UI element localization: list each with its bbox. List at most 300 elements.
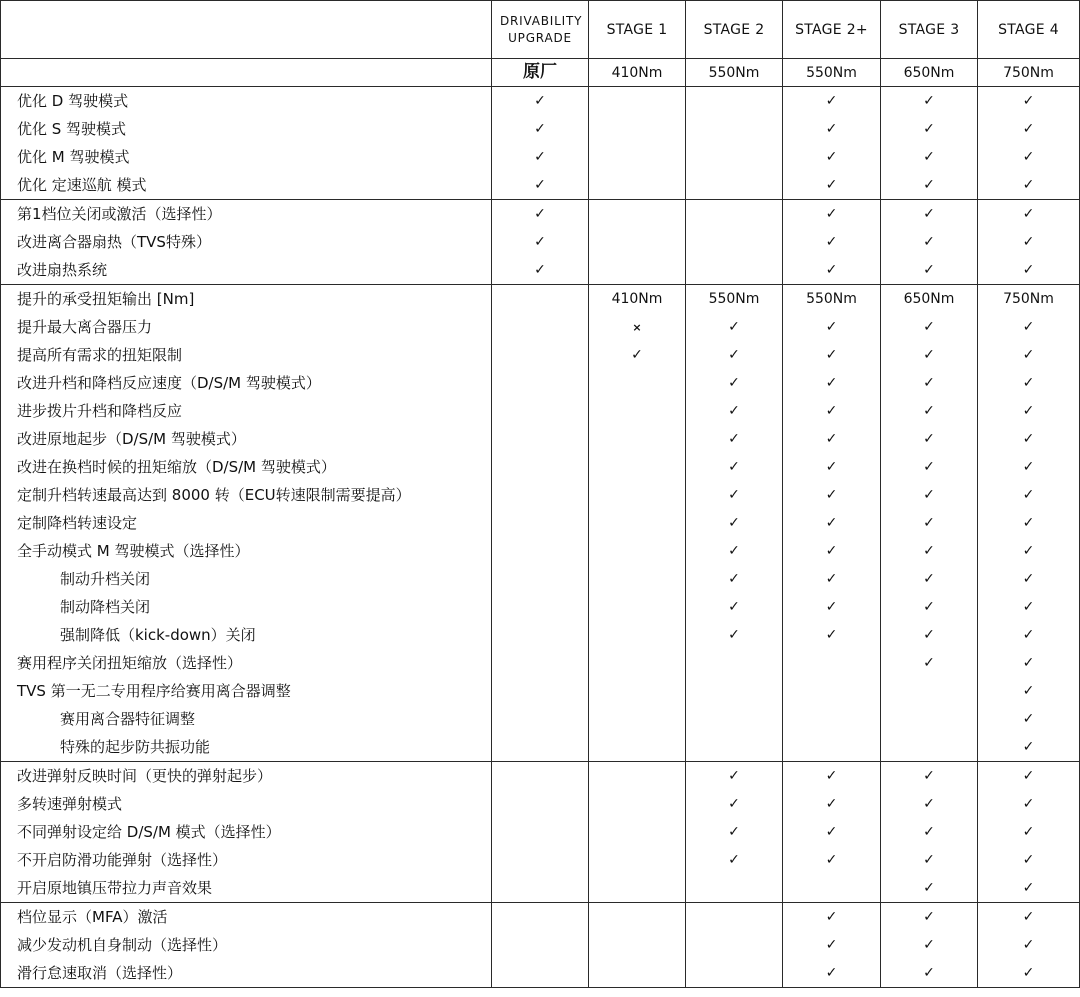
table-row bbox=[1, 481, 1080, 509]
table-cell bbox=[978, 818, 1080, 846]
table-cell bbox=[686, 285, 783, 314]
table-cell bbox=[978, 959, 1080, 988]
table-cell bbox=[978, 171, 1080, 200]
feature-label: 第1档位关闭或激活（选择性） bbox=[1, 200, 492, 229]
table-cell bbox=[589, 705, 686, 733]
table-cell bbox=[978, 285, 1080, 314]
table-cell bbox=[881, 285, 978, 314]
feature-label: 改进扇热系统 bbox=[1, 256, 492, 285]
table-cell bbox=[978, 115, 1080, 143]
table-cell bbox=[783, 341, 881, 369]
table-cell bbox=[881, 228, 978, 256]
check-icon: ✓ bbox=[825, 571, 838, 587]
check-icon: ✓ bbox=[825, 543, 838, 559]
check-icon: ✓ bbox=[728, 431, 740, 447]
table-cell bbox=[978, 846, 1080, 874]
table-cell bbox=[783, 677, 881, 705]
check-icon: ✓ bbox=[534, 206, 546, 222]
table-cell bbox=[492, 171, 589, 200]
header-row bbox=[1, 1, 1080, 59]
table-cell bbox=[686, 677, 783, 705]
torque-value: 550Nm bbox=[806, 291, 857, 307]
table-cell bbox=[978, 228, 1080, 256]
table-row bbox=[1, 285, 1080, 314]
table-cell bbox=[783, 369, 881, 397]
table-cell bbox=[589, 959, 686, 988]
table-cell bbox=[589, 143, 686, 171]
check-icon: ✓ bbox=[534, 262, 546, 278]
check-icon: ✓ bbox=[728, 515, 740, 531]
check-icon: ✓ bbox=[1022, 149, 1035, 165]
table-cell bbox=[881, 565, 978, 593]
check-icon: ✓ bbox=[728, 403, 740, 419]
check-icon: ✓ bbox=[923, 571, 935, 587]
check-icon: ✓ bbox=[923, 768, 935, 784]
table-cell bbox=[783, 733, 881, 762]
table-row bbox=[1, 313, 1080, 341]
table-cell bbox=[589, 285, 686, 314]
check-icon: ✓ bbox=[534, 234, 546, 250]
table-cell bbox=[783, 931, 881, 959]
feature-label: 改进升档和降档反应速度（D/S/M 驾驶模式） bbox=[1, 369, 492, 397]
table-row bbox=[1, 397, 1080, 425]
check-icon: ✓ bbox=[825, 262, 838, 278]
table-cell bbox=[978, 200, 1080, 229]
table-cell bbox=[783, 453, 881, 481]
table-cell bbox=[492, 115, 589, 143]
table-cell bbox=[686, 818, 783, 846]
check-icon: ✓ bbox=[825, 599, 838, 615]
table-row bbox=[1, 649, 1080, 677]
feature-label: 制动降档关闭 bbox=[1, 593, 492, 621]
feature-label: 多转速弹射模式 bbox=[1, 790, 492, 818]
table-row bbox=[1, 256, 1080, 285]
table-cell bbox=[492, 762, 589, 791]
check-icon: ✓ bbox=[923, 824, 935, 840]
check-icon: ✓ bbox=[728, 824, 740, 840]
table-cell bbox=[783, 705, 881, 733]
feature-label: 优化 S 驾驶模式 bbox=[1, 115, 492, 143]
feature-label: 优化 定速巡航 模式 bbox=[1, 171, 492, 200]
table-cell bbox=[686, 959, 783, 988]
table-cell bbox=[978, 733, 1080, 762]
table-row bbox=[1, 846, 1080, 874]
check-icon: ✓ bbox=[1022, 965, 1035, 981]
check-icon: ✓ bbox=[825, 824, 838, 840]
check-icon: ✓ bbox=[728, 599, 740, 615]
torque-row bbox=[1, 59, 1080, 87]
check-icon: ✓ bbox=[923, 347, 935, 363]
column-header-label: STAGE 2+ bbox=[795, 21, 868, 38]
table-cell bbox=[783, 537, 881, 565]
feature-label: 进步拨片升档和降档反应 bbox=[1, 397, 492, 425]
table-cell bbox=[492, 369, 589, 397]
table-cell bbox=[589, 341, 686, 369]
table-cell bbox=[492, 285, 589, 314]
table-cell bbox=[589, 733, 686, 762]
table-row bbox=[1, 705, 1080, 733]
check-icon: ✓ bbox=[1022, 403, 1035, 419]
column-header-label: STAGE 1 bbox=[606, 21, 668, 38]
check-icon: ✓ bbox=[1022, 796, 1035, 812]
table-cell bbox=[881, 733, 978, 762]
column-header-label: STAGE 4 bbox=[998, 21, 1059, 38]
table-cell bbox=[589, 453, 686, 481]
table-cell bbox=[686, 705, 783, 733]
table-row bbox=[1, 143, 1080, 171]
table-cell bbox=[881, 453, 978, 481]
column-header-stage-2 bbox=[686, 1, 783, 59]
check-icon: ✓ bbox=[1022, 571, 1035, 587]
check-icon: ✓ bbox=[1022, 347, 1035, 363]
check-icon: ✓ bbox=[1022, 459, 1035, 475]
check-icon: ✓ bbox=[825, 796, 838, 812]
table-cell bbox=[783, 285, 881, 314]
table-cell bbox=[492, 621, 589, 649]
check-icon: ✓ bbox=[923, 403, 935, 419]
table-cell bbox=[589, 397, 686, 425]
check-icon: ✓ bbox=[923, 487, 935, 503]
check-icon: ✓ bbox=[1022, 739, 1035, 755]
table-cell bbox=[978, 453, 1080, 481]
check-icon: ✓ bbox=[825, 515, 838, 531]
check-icon: ✓ bbox=[825, 965, 838, 981]
check-icon: ✓ bbox=[1022, 768, 1035, 784]
check-icon: ✓ bbox=[923, 965, 935, 981]
column-header-drivability bbox=[492, 1, 589, 59]
check-icon: ✓ bbox=[1022, 683, 1035, 699]
cross-icon: × bbox=[632, 320, 642, 334]
table-cell bbox=[492, 228, 589, 256]
check-icon: ✓ bbox=[825, 234, 838, 250]
table-cell bbox=[589, 649, 686, 677]
table-cell bbox=[589, 171, 686, 200]
torque-stage-3 bbox=[881, 59, 978, 87]
table-cell bbox=[881, 874, 978, 903]
table-cell bbox=[492, 200, 589, 229]
table-cell bbox=[783, 313, 881, 341]
table-cell bbox=[978, 621, 1080, 649]
check-icon: ✓ bbox=[923, 234, 935, 250]
table-row bbox=[1, 677, 1080, 705]
table-cell bbox=[881, 931, 978, 959]
table-cell bbox=[686, 509, 783, 537]
table-cell bbox=[492, 509, 589, 537]
table-cell bbox=[686, 621, 783, 649]
table-row bbox=[1, 790, 1080, 818]
table-cell bbox=[492, 143, 589, 171]
table-cell bbox=[978, 874, 1080, 903]
check-icon: ✓ bbox=[534, 121, 546, 137]
check-icon: ✓ bbox=[1022, 262, 1035, 278]
check-icon: ✓ bbox=[825, 768, 838, 784]
check-icon: ✓ bbox=[1022, 909, 1035, 925]
check-icon: ✓ bbox=[825, 375, 838, 391]
check-icon: ✓ bbox=[923, 177, 935, 193]
feature-label: 档位显示（MFA）激活 bbox=[1, 903, 492, 932]
table-cell bbox=[783, 790, 881, 818]
table-cell bbox=[492, 874, 589, 903]
table-cell bbox=[881, 790, 978, 818]
column-header-stage-1 bbox=[589, 1, 686, 59]
torque-value: 650Nm bbox=[903, 291, 955, 307]
table-cell bbox=[881, 115, 978, 143]
table-cell bbox=[978, 677, 1080, 705]
table-cell bbox=[783, 818, 881, 846]
feature-label: 不同弹射设定给 D/S/M 模式（选择性） bbox=[1, 818, 492, 846]
torque-value: 750Nm bbox=[1003, 64, 1054, 81]
table-cell bbox=[783, 228, 881, 256]
torque-value: 原厂 bbox=[523, 62, 557, 82]
check-icon: ✓ bbox=[1022, 655, 1035, 671]
table-cell bbox=[881, 87, 978, 116]
table-cell bbox=[686, 874, 783, 903]
feature-label: 定制降档转速设定 bbox=[1, 509, 492, 537]
torque-row-corner bbox=[1, 59, 492, 87]
feature-label: 赛用离合器特征调整 bbox=[1, 705, 492, 733]
table-cell bbox=[978, 537, 1080, 565]
torque-stage-1 bbox=[589, 59, 686, 87]
check-icon: ✓ bbox=[1022, 121, 1035, 137]
table-cell bbox=[978, 509, 1080, 537]
check-icon: ✓ bbox=[1022, 431, 1035, 447]
check-icon: ✓ bbox=[923, 515, 935, 531]
table-row bbox=[1, 537, 1080, 565]
table-cell bbox=[589, 903, 686, 932]
table-cell bbox=[783, 509, 881, 537]
table-row bbox=[1, 87, 1080, 116]
check-icon: ✓ bbox=[923, 655, 935, 671]
feature-label: 改进弹射反映时间（更快的弹射起步） bbox=[1, 762, 492, 791]
torque-value: 650Nm bbox=[903, 64, 955, 81]
table-cell bbox=[686, 256, 783, 285]
table-cell bbox=[783, 115, 881, 143]
check-icon: ✓ bbox=[923, 937, 935, 953]
torque-original bbox=[492, 59, 589, 87]
table-cell bbox=[686, 481, 783, 509]
table-cell bbox=[783, 397, 881, 425]
check-icon: ✓ bbox=[728, 543, 740, 559]
table-cell bbox=[686, 397, 783, 425]
table-cell bbox=[492, 959, 589, 988]
table-cell bbox=[881, 397, 978, 425]
check-icon: ✓ bbox=[923, 431, 935, 447]
table-cell bbox=[881, 903, 978, 932]
table-cell bbox=[686, 341, 783, 369]
table-cell bbox=[589, 874, 686, 903]
table-cell bbox=[686, 790, 783, 818]
table-cell bbox=[589, 115, 686, 143]
column-header-label: DRIVABILITY UPGRADE bbox=[500, 13, 583, 45]
feature-label: 定制升档转速最高达到 8000 转（ECU转速限制需要提高） bbox=[1, 481, 492, 509]
check-icon: ✓ bbox=[825, 403, 838, 419]
table-row bbox=[1, 425, 1080, 453]
table-cell bbox=[783, 846, 881, 874]
table-cell bbox=[492, 313, 589, 341]
check-icon: ✓ bbox=[1022, 627, 1035, 643]
table-cell bbox=[492, 818, 589, 846]
check-icon: ✓ bbox=[825, 627, 838, 643]
column-header-stage-3 bbox=[881, 1, 978, 59]
table-cell bbox=[783, 959, 881, 988]
check-icon: ✓ bbox=[728, 571, 740, 587]
check-icon: ✓ bbox=[923, 262, 935, 278]
table-row bbox=[1, 959, 1080, 988]
feature-label: TVS 第一无二专用程序给赛用离合器调整 bbox=[1, 677, 492, 705]
table-cell bbox=[978, 705, 1080, 733]
table-cell bbox=[686, 200, 783, 229]
table-cell bbox=[686, 171, 783, 200]
feature-label: 改进原地起步（D/S/M 驾驶模式） bbox=[1, 425, 492, 453]
table-cell bbox=[686, 425, 783, 453]
table-cell bbox=[686, 87, 783, 116]
table-cell bbox=[881, 509, 978, 537]
table-cell bbox=[492, 593, 589, 621]
check-icon: ✓ bbox=[825, 149, 838, 165]
check-icon: ✓ bbox=[728, 319, 740, 335]
check-icon: ✓ bbox=[825, 852, 838, 868]
feature-label: 滑行怠速取消（选择性） bbox=[1, 959, 492, 988]
table-cell bbox=[686, 649, 783, 677]
feature-label: 赛用程序关闭扭矩缩放（选择性） bbox=[1, 649, 492, 677]
check-icon: ✓ bbox=[1022, 93, 1035, 109]
table-cell bbox=[589, 565, 686, 593]
table-cell bbox=[881, 762, 978, 791]
table-cell bbox=[881, 846, 978, 874]
table-cell bbox=[686, 733, 783, 762]
table-cell bbox=[783, 874, 881, 903]
check-icon: ✓ bbox=[534, 93, 546, 109]
table-cell bbox=[686, 143, 783, 171]
torque-stage-4 bbox=[978, 59, 1080, 87]
check-icon: ✓ bbox=[1022, 375, 1035, 391]
torque-value: 750Nm bbox=[1003, 291, 1054, 307]
table-cell bbox=[686, 762, 783, 791]
table-cell bbox=[881, 593, 978, 621]
table-cell bbox=[978, 143, 1080, 171]
table-cell bbox=[686, 115, 783, 143]
table-cell bbox=[589, 846, 686, 874]
table-cell bbox=[589, 228, 686, 256]
table-cell bbox=[492, 903, 589, 932]
table-cell bbox=[589, 762, 686, 791]
table-cell bbox=[978, 87, 1080, 116]
table-row bbox=[1, 733, 1080, 762]
torque-stage-2 bbox=[686, 59, 783, 87]
feature-label: 特殊的起步防共振功能 bbox=[1, 733, 492, 762]
table-row bbox=[1, 341, 1080, 369]
table-cell bbox=[978, 649, 1080, 677]
table-cell bbox=[589, 369, 686, 397]
table-cell bbox=[492, 931, 589, 959]
check-icon: ✓ bbox=[923, 796, 935, 812]
table-cell bbox=[783, 425, 881, 453]
table-cell bbox=[881, 369, 978, 397]
table-cell bbox=[492, 649, 589, 677]
table-row bbox=[1, 369, 1080, 397]
table-cell bbox=[589, 87, 686, 116]
table-cell bbox=[492, 677, 589, 705]
table-cell bbox=[686, 537, 783, 565]
table-row bbox=[1, 509, 1080, 537]
table-row bbox=[1, 565, 1080, 593]
table-row bbox=[1, 931, 1080, 959]
feature-label: 优化 D 驾驶模式 bbox=[1, 87, 492, 116]
table-cell bbox=[881, 705, 978, 733]
table-cell bbox=[978, 369, 1080, 397]
table-cell bbox=[589, 537, 686, 565]
table-cell bbox=[783, 256, 881, 285]
table-cell bbox=[492, 790, 589, 818]
column-header-stage-2-plus bbox=[783, 1, 881, 59]
table-row bbox=[1, 593, 1080, 621]
table-cell bbox=[978, 397, 1080, 425]
table-cell bbox=[492, 565, 589, 593]
check-icon: ✓ bbox=[534, 177, 546, 193]
table-cell bbox=[686, 228, 783, 256]
table-cell bbox=[589, 790, 686, 818]
table-cell bbox=[978, 790, 1080, 818]
column-header-label: STAGE 3 bbox=[898, 21, 960, 38]
table-cell bbox=[783, 481, 881, 509]
feature-label: 全手动模式 M 驾驶模式（选择性） bbox=[1, 537, 492, 565]
check-icon: ✓ bbox=[1022, 487, 1035, 503]
table-cell bbox=[492, 341, 589, 369]
table-cell bbox=[589, 256, 686, 285]
table-cell bbox=[978, 931, 1080, 959]
check-icon: ✓ bbox=[923, 319, 935, 335]
check-icon: ✓ bbox=[825, 909, 838, 925]
check-icon: ✓ bbox=[825, 206, 838, 222]
feature-label: 改进离合器扇热（TVS特殊） bbox=[1, 228, 492, 256]
table-cell bbox=[492, 846, 589, 874]
check-icon: ✓ bbox=[923, 909, 935, 925]
table-cell bbox=[783, 87, 881, 116]
feature-label: 提高所有需求的扭矩限制 bbox=[1, 341, 492, 369]
table-cell bbox=[589, 200, 686, 229]
check-icon: ✓ bbox=[825, 347, 838, 363]
torque-stage-2-plus bbox=[783, 59, 881, 87]
check-icon: ✓ bbox=[728, 375, 740, 391]
check-icon: ✓ bbox=[1022, 852, 1035, 868]
table-cell bbox=[492, 481, 589, 509]
check-icon: ✓ bbox=[923, 880, 935, 896]
table-cell bbox=[492, 733, 589, 762]
feature-label: 不开启防滑功能弹射（选择性） bbox=[1, 846, 492, 874]
table-cell bbox=[978, 565, 1080, 593]
table-row bbox=[1, 228, 1080, 256]
table-cell bbox=[881, 143, 978, 171]
check-icon: ✓ bbox=[923, 852, 935, 868]
table-cell bbox=[783, 200, 881, 229]
check-icon: ✓ bbox=[728, 627, 740, 643]
torque-value: 410Nm bbox=[611, 64, 663, 81]
table-cell bbox=[492, 87, 589, 116]
check-icon: ✓ bbox=[728, 796, 740, 812]
check-icon: ✓ bbox=[1022, 206, 1035, 222]
check-icon: ✓ bbox=[923, 627, 935, 643]
table-cell bbox=[686, 903, 783, 932]
check-icon: ✓ bbox=[631, 347, 643, 363]
table-row bbox=[1, 621, 1080, 649]
table-cell bbox=[589, 818, 686, 846]
check-icon: ✓ bbox=[923, 121, 935, 137]
column-header-label: STAGE 2 bbox=[703, 21, 765, 38]
check-icon: ✓ bbox=[923, 599, 935, 615]
check-icon: ✓ bbox=[923, 206, 935, 222]
check-icon: ✓ bbox=[923, 375, 935, 391]
table-cell bbox=[783, 565, 881, 593]
